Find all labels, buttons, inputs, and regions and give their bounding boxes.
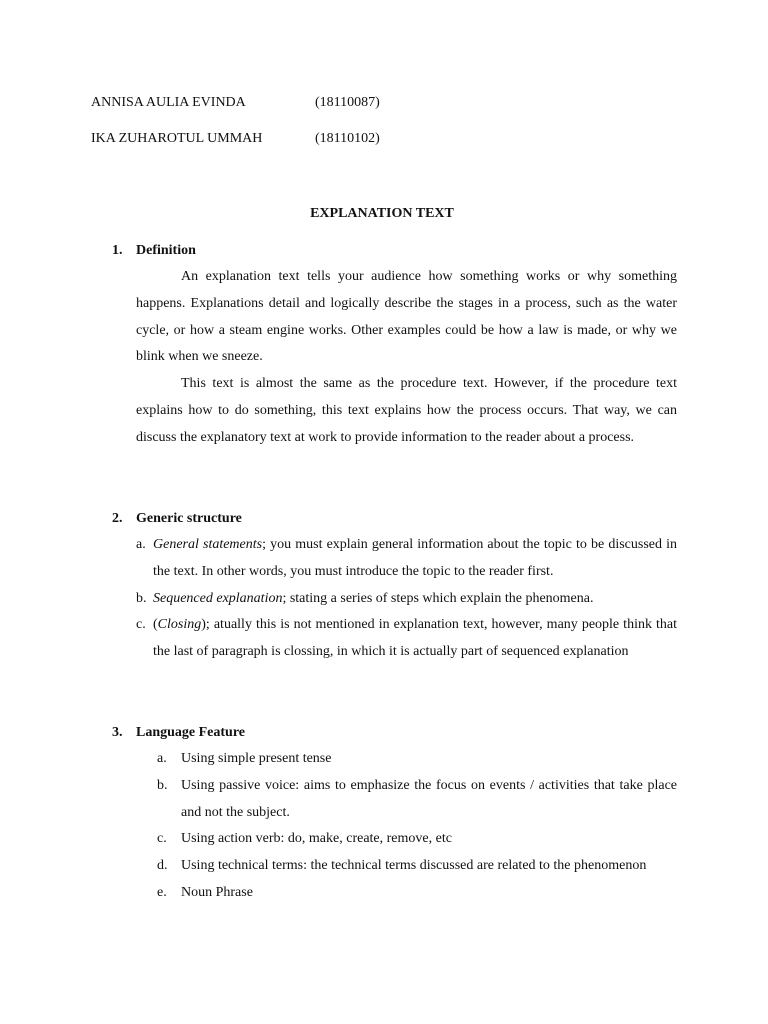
- item-text: ; you must explain general information about the topic to be discussed in the text. In other words, you must introduce the topic to the reader first.: [153, 537, 677, 579]
- item-term: Closing: [157, 617, 202, 633]
- item-text: Using passive voice: aims to emphasize the focus on events / activities that take place and not the subject.: [181, 777, 677, 820]
- list-marker: b.: [157, 777, 168, 793]
- item-term: Sequenced explanation: [153, 590, 283, 606]
- author-student-id: (18110102): [315, 131, 380, 146]
- list-marker: a.: [157, 751, 167, 766]
- list-item: [136, 532, 677, 586]
- item-text: Using technical terms: the technical terms discussed are related to the phenomenon: [181, 858, 647, 874]
- author-row: [91, 129, 651, 149]
- item-text: Using action verb: do, make, create, remove, etc: [181, 831, 452, 847]
- list-item: [157, 826, 677, 853]
- list-item: [157, 773, 677, 827]
- section-heading: [112, 241, 196, 261]
- generic-structure-list: [136, 532, 677, 666]
- list-marker: c.: [136, 617, 146, 633]
- section-number: 2.: [112, 511, 123, 526]
- section-number: 3.: [112, 725, 123, 740]
- section-number: 1.: [112, 243, 123, 258]
- item-term: General statements: [153, 537, 263, 552]
- author-name: IKA ZUHAROTUL UMMAH: [91, 131, 263, 146]
- list-marker: e.: [157, 884, 167, 900]
- item-text: ); atually this is not mentioned in explanation text, however, many people think that the last of paragraph is clossing, in which it is actually part of sequenced explanation: [153, 617, 677, 660]
- author-student-id: (18110087): [315, 95, 380, 110]
- list-item: [136, 586, 677, 613]
- list-item: [157, 880, 677, 907]
- document-title: EXPLANATION TEXT: [310, 206, 454, 221]
- item-prefix: (: [153, 617, 158, 633]
- section-title: Definition: [136, 243, 196, 258]
- item-text: ; stating a series of steps which explain the phenomena.: [282, 590, 594, 606]
- section-heading: [112, 509, 242, 529]
- list-marker: c.: [157, 831, 167, 847]
- section-title: Generic structure: [136, 511, 242, 526]
- item-text: Using simple present tense: [181, 751, 332, 766]
- item-text: Noun Phrase: [181, 884, 253, 900]
- section-title: Language Feature: [136, 725, 246, 740]
- list-item: [157, 853, 677, 880]
- list-marker: d.: [157, 858, 168, 874]
- author-name: ANNISA AULIA EVINDA: [91, 95, 246, 110]
- author-row: [91, 93, 651, 113]
- body-paragraph: An explanation text tells your audience how something works or why something happens. Explanations detail and logically describe the stages in a process, such as the water cycle, or how a steam engine works. Other examples could be how a law is made, or why we blink when we sneeze.: [136, 269, 677, 365]
- list-item: [136, 612, 677, 666]
- body-paragraph: This text is almost the same as the procedure text. However, if the procedure text explains how to do something, this text explains how the process occurs. That way, we can discuss the explanatory text at work to provide information to the reader about a process.: [136, 376, 677, 445]
- list-item: [157, 746, 677, 773]
- language-feature-list: [157, 746, 677, 907]
- section-heading: [112, 723, 245, 743]
- list-marker: a.: [136, 537, 146, 552]
- list-marker: b.: [136, 590, 147, 606]
